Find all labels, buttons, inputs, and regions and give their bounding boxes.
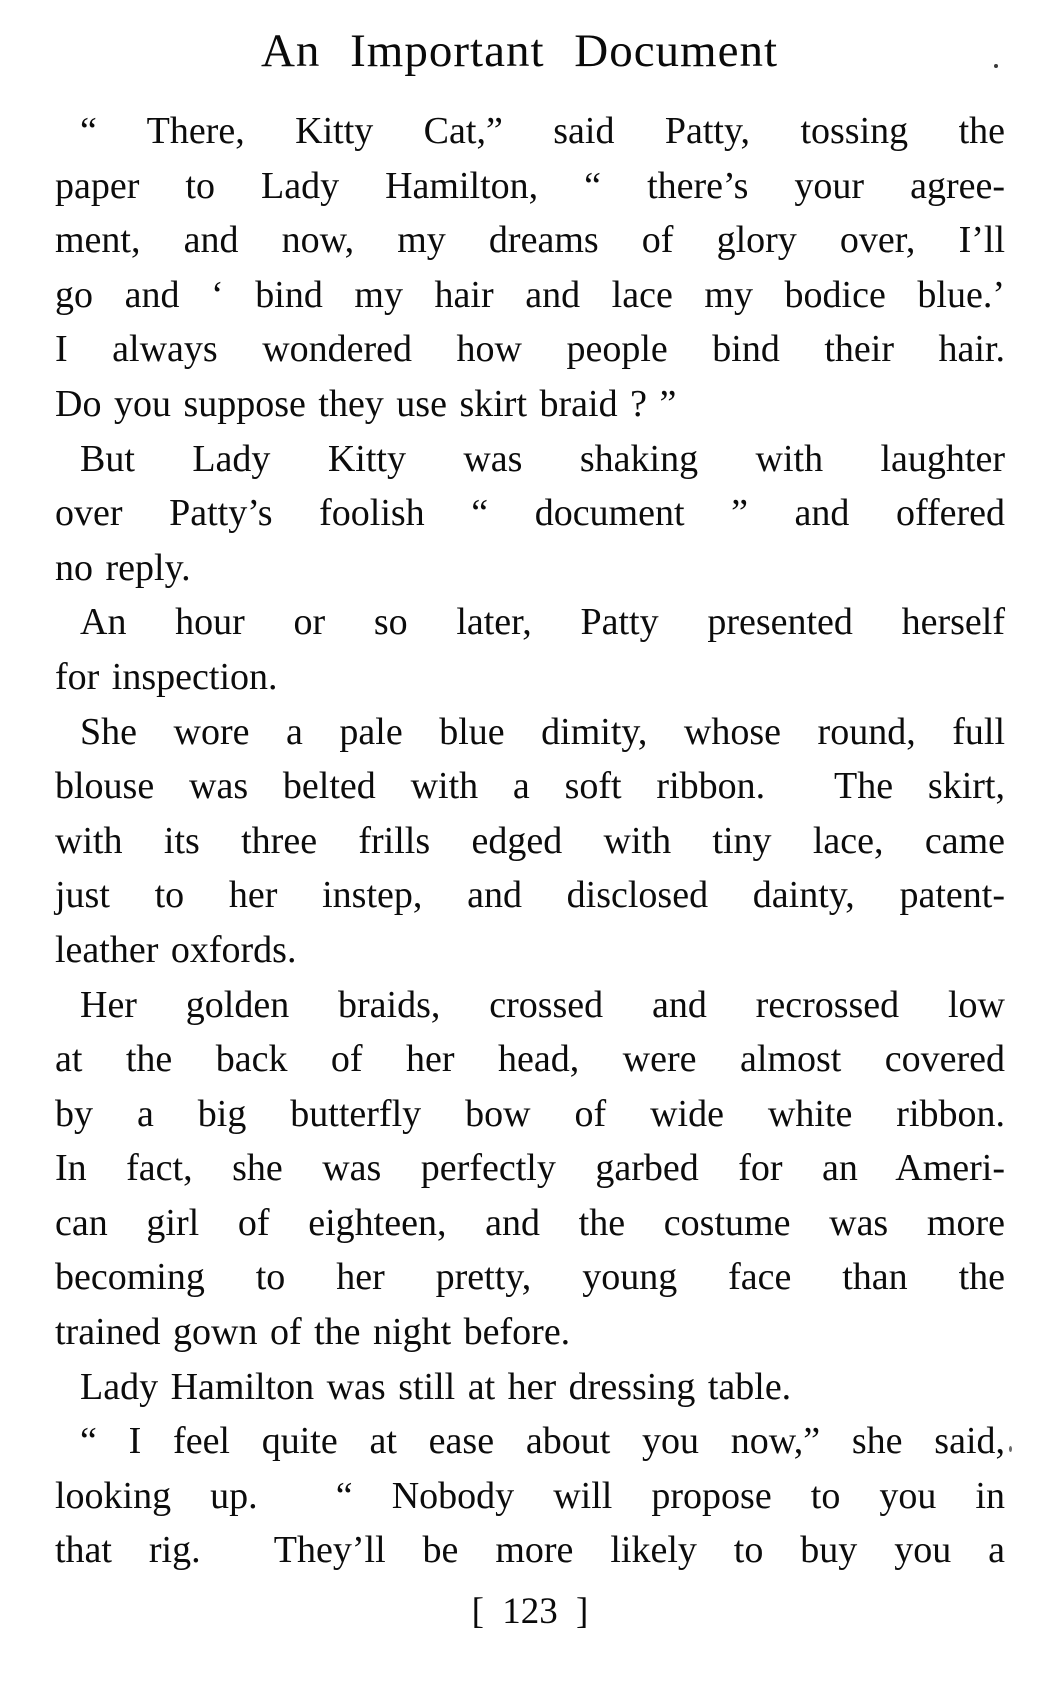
paragraph (55, 1414, 1005, 1578)
page-number: [ 123 ] (471, 1591, 589, 1632)
text-line: “ There, Kitty Cat,” said Patty, tossing the (80, 110, 1005, 152)
text-line: by a big butterfly bow of wide white ribbon. (55, 1092, 1005, 1135)
text-line: I always wondered how people bind their hair. (55, 328, 1005, 371)
text-line: with its three frills edged with tiny lace, came (55, 819, 1005, 862)
text-line: at the back of her head, were almost covered (55, 1038, 1005, 1081)
text-line: becoming to her pretty, young face than the (55, 1256, 1005, 1299)
paragraph (55, 595, 1005, 704)
text-line: blouse was belted with a soft ribbon. The skirt, (55, 765, 1005, 808)
text-line: can girl of eighteen, and the costume was more (55, 1201, 1005, 1244)
paragraph (55, 104, 1005, 432)
paragraph (55, 705, 1005, 978)
text-line: An hour or so later, Patty presented herself (80, 601, 1005, 644)
text-line: go and ‘ bind my hair and lace my bodice blue.’ (55, 273, 1005, 316)
text-line: “ I feel quite at ease about you now,” she said, (80, 1420, 1005, 1463)
scan-speck (994, 64, 998, 68)
paragraph (55, 978, 1005, 1360)
text-line: leather oxfords. (55, 928, 297, 971)
text-line: that rig. They’ll be more likely to buy you a (55, 1529, 1005, 1572)
text-line: trained gown of the night before. (55, 1311, 571, 1354)
text-line: She wore a pale blue dimity, whose round, full (80, 710, 1005, 753)
text-line: for inspection. (55, 655, 278, 698)
text-line: just to her instep, and disclosed dainty, patent- (55, 874, 1005, 917)
page-body (55, 104, 1005, 1578)
text-line: looking up. “ Nobody will propose to you in (55, 1474, 1005, 1517)
text-line: Lady Hamilton was still at her dressing table. (80, 1365, 792, 1408)
text-line: ment, and now, my dreams of glory over, I’ll (55, 219, 1005, 262)
paragraph (55, 432, 1005, 596)
text-line: no reply. (55, 546, 191, 589)
text-line: Do you suppose they use skirt braid ? ” (55, 382, 677, 425)
scan-speck (1009, 1446, 1012, 1452)
text-line: In fact, she was perfectly garbed for an Ameri- (55, 1147, 1005, 1190)
text-line: over Patty’s foolish “ document ” and offered (55, 492, 1005, 535)
text-line: paper to Lady Hamilton, “ there’s your agree- (55, 164, 1005, 207)
text-line: But Lady Kitty was shaking with laughter (80, 437, 1005, 480)
text-line: Her golden braids, crossed and recrossed low (80, 983, 1005, 1026)
paragraph (55, 1360, 1005, 1415)
chapter-title: An Important Document (260, 25, 779, 77)
